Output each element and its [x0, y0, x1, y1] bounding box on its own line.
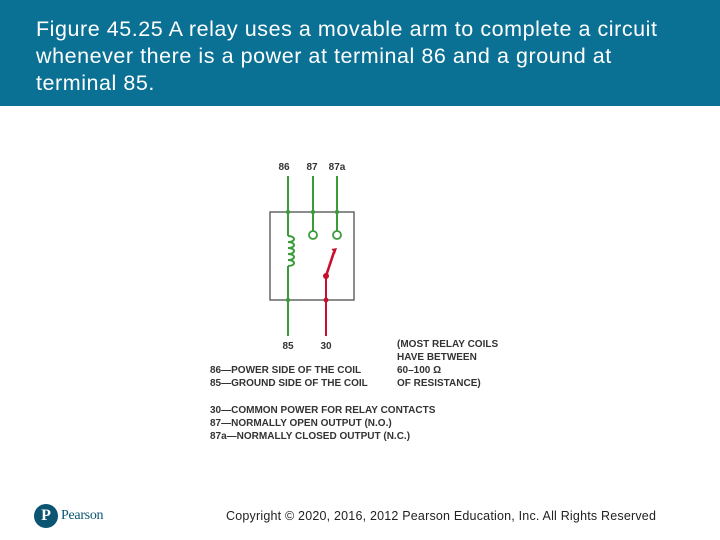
relay-schematic [195, 150, 525, 450]
terminal-87-label: 87 [306, 162, 318, 173]
junction-86 [286, 210, 290, 214]
junction-87 [311, 210, 315, 214]
junction-85 [286, 298, 290, 302]
coil-resistance-note-line: 60–100 Ω [397, 365, 442, 376]
terminal-85-label: 85 [282, 341, 294, 352]
relay-coil [288, 236, 294, 266]
relay-diagram [195, 150, 525, 455]
junction-30 [324, 298, 329, 303]
legend-line-87a: 87a—NORMALLY CLOSED OUTPUT (N.C.) [210, 431, 411, 442]
terminal-86-label: 86 [278, 162, 290, 173]
pearson-logo-text: Pearson [61, 508, 104, 523]
legend-line-30: 30—COMMON POWER FOR RELAY CONTACTS [210, 405, 436, 416]
pearson-logo-icon: P [34, 504, 58, 528]
copyright-notice: Copyright © 2020, 2016, 2012 Pearson Education, Inc. All Rights Reserved [226, 509, 657, 523]
legend-line-87: 87—NORMALLY OPEN OUTPUT (N.O.) [210, 418, 392, 429]
title-bar [0, 0, 720, 106]
relay-armature [326, 252, 334, 276]
coil-resistance-note-line: HAVE BETWEEN [397, 352, 477, 363]
coil-resistance-note-line: OF RESISTANCE) [397, 378, 481, 389]
coil-resistance-note-line: (MOST RELAY COILS [397, 339, 499, 350]
footer [0, 498, 720, 540]
terminal-30-label: 30 [320, 341, 332, 352]
contact-87-no [309, 231, 317, 239]
slide-title: Figure 45.25 A relay uses a movable arm to complete a circuit whenever there is a power at terminal 86 and a ground at terminal 85. [36, 17, 658, 95]
terminal-87a-label: 87a [328, 162, 346, 173]
legend-line-85: 85—GROUND SIDE OF THE COIL [210, 378, 368, 389]
contact-87a-nc [333, 231, 341, 239]
junction-87a [335, 210, 339, 214]
legend-line-86: 86—POWER SIDE OF THE COIL [210, 365, 362, 376]
